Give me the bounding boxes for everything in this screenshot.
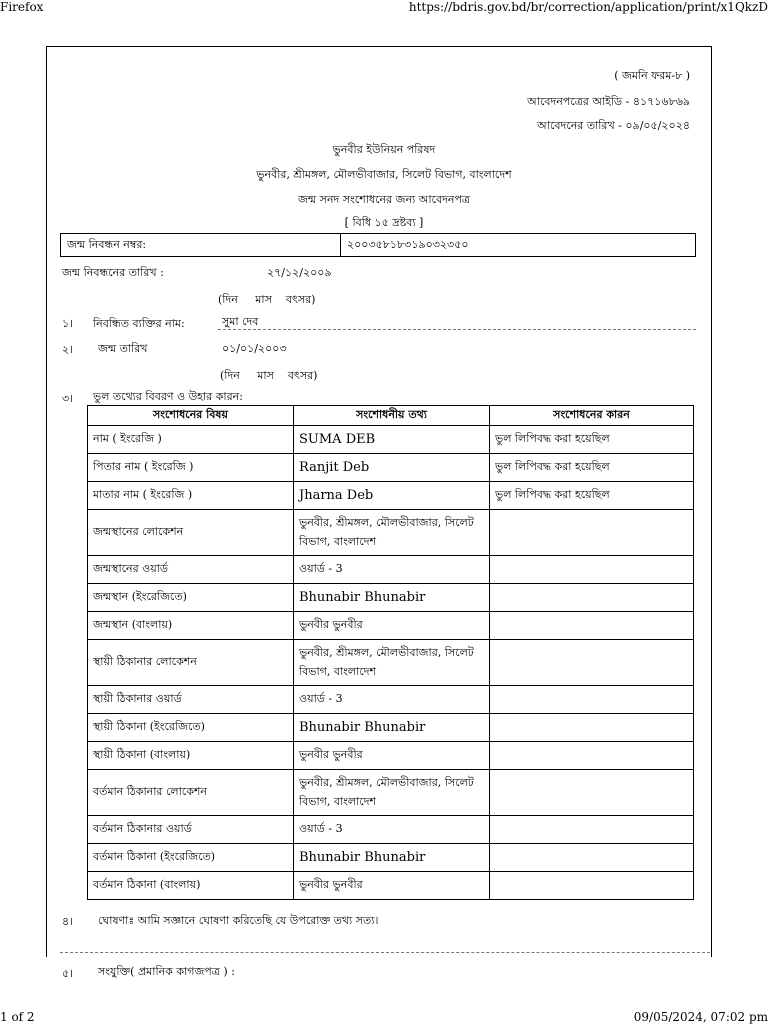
table-row bbox=[88, 482, 694, 510]
row-reason bbox=[490, 816, 694, 844]
section-1-number: ১। bbox=[62, 317, 74, 330]
row-value: ভুনবীর, শ্রীমঙ্গল, মৌলভীবাজার, সিলেট বিভাগ, বাংলাদেশ bbox=[294, 510, 490, 556]
table-row bbox=[88, 584, 694, 612]
row-value: ভুনবীর ভুনবীর bbox=[294, 872, 490, 900]
row-reason bbox=[490, 872, 694, 900]
row-subject: নাম ( ইংরেজি ) bbox=[88, 426, 294, 454]
row-value: ভুনবীর ভুনবীর bbox=[294, 612, 490, 640]
row-value: ভুনবীর, শ্রীমঙ্গল, মৌলভীবাজার, সিলেট বিভাগ, বাংলাদেশ bbox=[294, 640, 490, 686]
table-row bbox=[88, 742, 694, 770]
section-1-label: নিবন্ধিত ব্যক্তির নাম: bbox=[93, 317, 185, 330]
header-subject: সংশোধনের বিষয় bbox=[88, 406, 294, 426]
table-row bbox=[88, 686, 694, 714]
table-header-row bbox=[88, 406, 694, 426]
row-reason bbox=[490, 686, 694, 714]
section-3-label: ভুল তথ্যের বিবরণ ও উহার কারন: bbox=[93, 390, 243, 403]
registration-date-value: ২৭/১২/২০০৯ bbox=[267, 266, 332, 279]
row-subject: জন্মস্থানের লোকেশন bbox=[88, 510, 294, 556]
row-value: Jharna Deb bbox=[294, 482, 490, 510]
row-subject: বর্তমান ঠিকানার লোকেশন bbox=[88, 770, 294, 816]
registration-date-label: জন্ম নিবন্ধনের তারিখ : bbox=[62, 266, 164, 279]
row-subject: মাতার নাম ( ইংরেজি ) bbox=[88, 482, 294, 510]
header-reason: সংশোধনের কারন bbox=[490, 406, 694, 426]
table-row bbox=[88, 714, 694, 742]
declaration-text: ঘোষণাঃ আমি সজ্ঞানে ঘোষণা করিতেছি যে উপরোক্ত তথ্য সত্য। bbox=[98, 914, 379, 927]
row-reason bbox=[490, 584, 694, 612]
form-number: ( জমনি ফরম-৮ ) bbox=[614, 69, 690, 82]
header-corrected-info: সংশোধনীয় তথ্য bbox=[294, 406, 490, 426]
table-row bbox=[88, 816, 694, 844]
row-subject: জন্মস্থানের ওয়ার্ড bbox=[88, 556, 294, 584]
table-row bbox=[88, 872, 694, 900]
section-3-number: ৩। bbox=[62, 392, 74, 405]
row-reason bbox=[490, 714, 694, 742]
office-name: ভুনবীর ইউনিয়ন পরিষদ bbox=[332, 143, 436, 156]
registration-number-label: জন্ম নিবন্ধন নম্বর: bbox=[61, 234, 341, 256]
table-row bbox=[88, 612, 694, 640]
office-address: ভুনবীর, শ্রীমঙ্গল, মৌলভীবাজার, সিলেট বিভাগ, বাংলাদেশ bbox=[256, 168, 512, 181]
page-url: https://bdris.gov.bd/br/correction/application/print/x1QkzD bbox=[408, 0, 768, 14]
application-id: আবেদনপত্রের আইডি - ৪১৭১৬৮৬৯ bbox=[527, 95, 690, 108]
registered-person-name: সুমা দেব bbox=[222, 315, 259, 328]
row-subject: জন্মস্থান (ইংরেজিতে) bbox=[88, 584, 294, 612]
table-row bbox=[88, 426, 694, 454]
row-subject: স্থায়ী ঠিকানা (ইংরেজিতে) bbox=[88, 714, 294, 742]
attachments-label: সংযুক্তি( প্রমানিক কাগজপত্র ) : bbox=[98, 965, 235, 978]
form-title: জন্ম সনদ সংশোধনের জন্য আবেদনপত্র bbox=[298, 193, 470, 206]
rule-reference: [ বিধি ১৫ দ্রষ্টব্য ] bbox=[344, 216, 424, 229]
row-reason: ভুল লিপিবদ্ধ করা হয়েছিল bbox=[490, 454, 694, 482]
date-of-birth-format: (দিন মাস বৎসর) bbox=[220, 369, 318, 382]
row-subject: স্থায়ী ঠিকানা (বাংলায়) bbox=[88, 742, 294, 770]
registration-number-value: ২০০৩৫৮১৮৩১৯০৩২৩৫০ bbox=[347, 238, 469, 251]
registration-number-box bbox=[60, 233, 696, 257]
row-value: SUMA DEB bbox=[294, 426, 490, 454]
section-4-number: ৪। bbox=[62, 915, 74, 928]
row-reason: ভুল লিপিবদ্ধ করা হয়েছিল bbox=[490, 426, 694, 454]
row-value: Ranjit Deb bbox=[294, 454, 490, 482]
row-reason bbox=[490, 556, 694, 584]
correction-table bbox=[87, 405, 694, 900]
row-reason bbox=[490, 640, 694, 686]
application-date: আবেদনের তারিখ - ০৯/০৫/২০২৪ bbox=[537, 119, 690, 132]
row-value: ওয়ার্ড - 3 bbox=[294, 816, 490, 844]
date-of-birth-value: ০১/০১/২০০৩ bbox=[222, 342, 287, 355]
row-subject: বর্তমান ঠিকানার ওয়ার্ড bbox=[88, 816, 294, 844]
row-value: ভুনবীর ভুনবীর bbox=[294, 742, 490, 770]
row-value: Bhunabir Bhunabir bbox=[294, 584, 490, 612]
row-reason bbox=[490, 612, 694, 640]
table-row bbox=[88, 844, 694, 872]
row-subject: বর্তমান ঠিকানা (ইংরেজিতে) bbox=[88, 844, 294, 872]
row-value: ভুনবীর, শ্রীমঙ্গল, মৌলভীবাজার, সিলেট বিভাগ, বাংলাদেশ bbox=[294, 770, 490, 816]
row-reason bbox=[490, 742, 694, 770]
table-row bbox=[88, 510, 694, 556]
table-row bbox=[88, 770, 694, 816]
row-subject: বর্তমান ঠিকানা (বাংলায়) bbox=[88, 872, 294, 900]
table-row bbox=[88, 454, 694, 482]
print-datetime: 09/05/2024, 07:02 pm bbox=[633, 1010, 768, 1024]
table-row bbox=[88, 556, 694, 584]
section-5-number: ৫। bbox=[62, 967, 74, 980]
browser-app-name: Firefox bbox=[0, 0, 44, 14]
row-subject: স্থায়ী ঠিকানার ওয়ার্ড bbox=[88, 686, 294, 714]
page-indicator: 1 of 2 bbox=[0, 1010, 35, 1024]
row-value: ওয়ার্ড - 3 bbox=[294, 686, 490, 714]
row-subject: জন্মস্থান (বাংলায়) bbox=[88, 612, 294, 640]
table-row bbox=[88, 640, 694, 686]
section-2-label: জন্ম তারিখ bbox=[98, 342, 148, 355]
row-subject: পিতার নাম ( ইংরেজি ) bbox=[88, 454, 294, 482]
declaration-underline bbox=[60, 952, 710, 953]
row-value: Bhunabir Bhunabir bbox=[294, 714, 490, 742]
registration-date-format: (দিন মাস বৎসর) bbox=[218, 293, 316, 306]
row-subject: স্থায়ী ঠিকানার লোকেশন bbox=[88, 640, 294, 686]
row-reason bbox=[490, 770, 694, 816]
row-reason bbox=[490, 510, 694, 556]
row-value: ওয়ার্ড - 3 bbox=[294, 556, 490, 584]
row-reason: ভুল লিপিবদ্ধ করা হয়েছিল bbox=[490, 482, 694, 510]
name-underline bbox=[218, 329, 696, 330]
section-2-number: ২। bbox=[62, 343, 74, 356]
row-reason bbox=[490, 844, 694, 872]
row-value: Bhunabir Bhunabir bbox=[294, 844, 490, 872]
